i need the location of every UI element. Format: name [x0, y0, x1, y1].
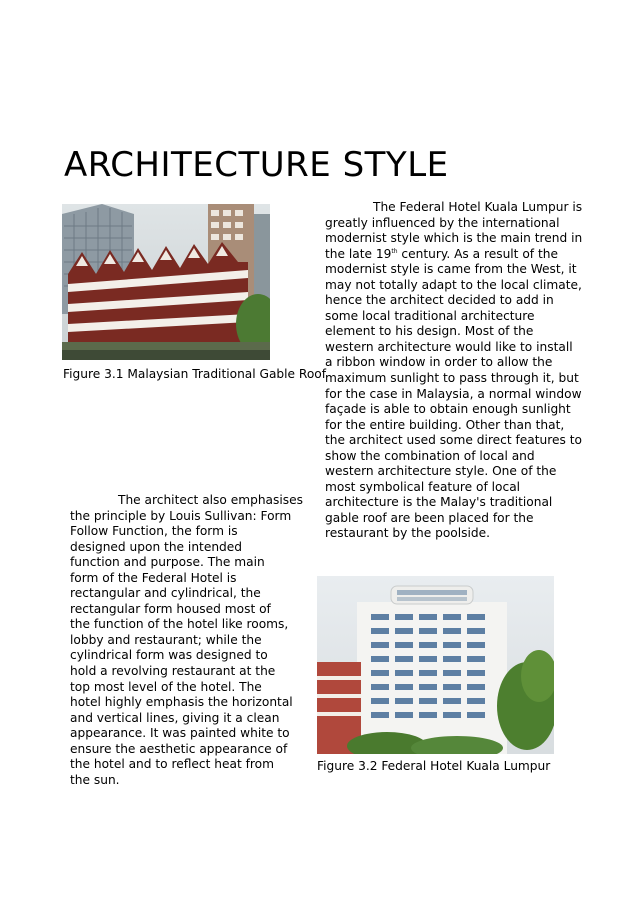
paragraph-line: The Federal Hotel Kuala Lumpur is [373, 200, 583, 214]
paragraph-line: rectangular form housed most of [70, 601, 271, 616]
paragraph-line [325, 247, 582, 263]
paragraph-line: western architecture would like to install [325, 339, 573, 354]
paragraph-line: the principle by Louis Sullivan: Form [70, 508, 292, 523]
paragraph-line: ensure the aesthetic appearance of [70, 741, 288, 756]
paragraph-line: rectangular and cylindrical, the [70, 586, 261, 601]
paragraph-line: hold a revolving restaurant at the [70, 664, 276, 679]
paragraph-line: and vertical lines, giving it a clean [70, 710, 280, 725]
paragraph-line: for the case in Malaysia, a normal window [325, 386, 582, 401]
paragraph-line: appearance. It was painted white to [70, 726, 290, 741]
page-heading: ARCHITECTURE STYLE [64, 145, 449, 185]
paragraph-line: top most level of the hotel. The [70, 679, 262, 694]
figure-caption-1: Figure 3.1 Malaysian Traditional Gable Roof [63, 367, 327, 381]
paragraph-line: façade is able to obtain enough sunlight [325, 402, 571, 417]
paragraph-line: the function of the hotel like rooms, [70, 617, 289, 632]
paragraph-line: western architecture style. One of the [325, 464, 557, 479]
body-paragraph-right [325, 200, 582, 542]
paragraph-line: restaurant by the poolside. [325, 526, 490, 541]
paragraph-line: lobby and restaurant; while the [70, 632, 262, 647]
paragraph-line: the sun. [70, 772, 120, 787]
paragraph-line: a ribbon window in order to allow the [325, 355, 553, 370]
paragraph-line: the architect used some direct features to [325, 433, 582, 448]
paragraph-line: may not totally adapt to the local climate, [325, 277, 582, 292]
paragraph-line: architecture is the Malay's traditional [325, 495, 553, 510]
paragraph-line: gable roof are been placed for the [325, 510, 534, 525]
paragraph-line: hotel highly emphasis the horizontal [70, 695, 293, 710]
superscript: th [391, 247, 398, 255]
body-paragraph-left [70, 493, 303, 788]
figure-caption-2: Figure 3.2 Federal Hotel Kuala Lumpur [317, 759, 551, 773]
paragraph-line: some local traditional architecture [325, 308, 535, 323]
paragraph-line: maximum sunlight to pass through it, but [325, 371, 579, 386]
paragraph-line-head: the late 19 [325, 246, 392, 261]
paragraph-line: the hotel and to reflect heat from [70, 757, 274, 772]
paragraph-line: Follow Function, the form is [70, 524, 238, 539]
paragraph-line: cylindrical form was designed to [70, 648, 268, 663]
paragraph-line: modernist style which is the main trend in [325, 231, 583, 246]
paragraph-line: element to his design. Most of the [325, 324, 534, 339]
paragraph-line: The architect also emphasises [118, 493, 303, 507]
paragraph-line: most symbolical feature of local [325, 479, 521, 494]
paragraph-line-tail: century. As a result of the [397, 246, 558, 261]
federal-hotel-photo [317, 576, 554, 754]
paragraph-line: hence the architect decided to add in [325, 293, 554, 308]
paragraph-line: for the entire building. Other than that, [325, 417, 565, 432]
paragraph-line: function and purpose. The main [70, 555, 265, 570]
gable-roof-photo [62, 204, 270, 360]
paragraph-line: show the combination of local and [325, 448, 535, 463]
paragraph-line: modernist style is came from the West, it [325, 262, 577, 277]
paragraph-line: form of the Federal Hotel is [70, 570, 237, 585]
paragraph-line: greatly influenced by the international [325, 215, 560, 230]
paragraph-line: designed upon the intended [70, 539, 243, 554]
